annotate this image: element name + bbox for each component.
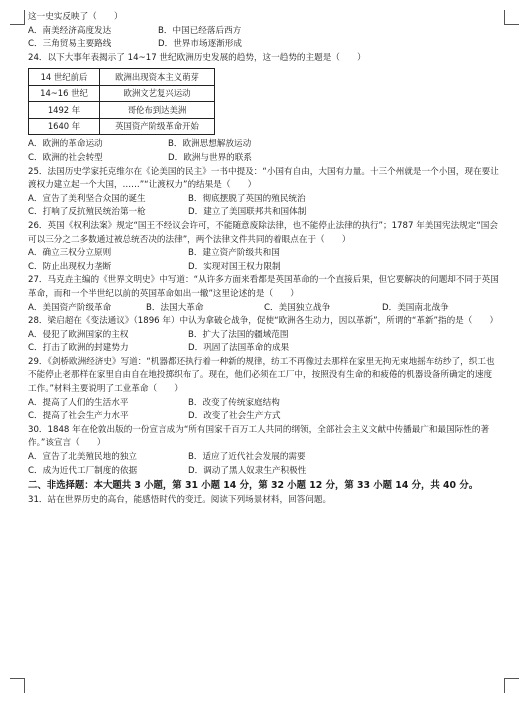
corner-mark-top-right <box>504 10 519 25</box>
q24-options-row1 <box>28 138 500 152</box>
q23-option-c: C．三角贸易主要路线 <box>28 39 112 50</box>
table-cell-year: 14 世纪前后 <box>29 69 100 86</box>
q29-options-row2 <box>28 410 500 424</box>
q30-option-a: A．宣告了北美殖民地的独立 <box>28 452 138 463</box>
q26-options-row2 <box>28 261 500 275</box>
q24-options-row2 <box>28 152 500 166</box>
table-cell-event: 欧洲文艺复兴运动 <box>100 85 215 102</box>
q26-option-d: D．实现对国王权力限制 <box>188 261 281 272</box>
q28-option-d: D．巩固了法国革命的成果 <box>188 343 290 354</box>
table-cell-event: 哥伦布到达美洲 <box>100 102 215 119</box>
q30-options-row1 <box>28 451 500 465</box>
q26-option-c: C．防止出现权力垄断 <box>28 261 112 272</box>
q28-option-c: C．打击了欧洲的封建势力 <box>28 343 129 354</box>
q29-stem: 29．《剑桥欧洲经济史》写道：“机器都还执行着一种新的规律，纺工不再像过去那样在家里无拘无束地摇车纺纱了，织工也不能停止老那样在家里自由自在地投掷织布了。现在，他们必须在工厂中，按照没有生命的和疲倦的机器设备所确定的速度工作。”材料主要说明了工业革命（ ） <box>28 356 495 395</box>
q23-options-row1 <box>28 25 500 39</box>
q29-option-c: C．提高了社会生产力水平 <box>28 411 129 422</box>
q30-stem: 30．1848 年在伦敦出版的一份宣言成为“所有国家千百万工人共同的纲领，全部社会主义文献中传播最广和最国际性的著作。”该宣言（ ） <box>28 424 490 449</box>
q24-option-a: A．欧洲的革命运动 <box>28 139 103 150</box>
q23-option-a: A．南美经济高度发达 <box>28 25 112 36</box>
section-heading-non-choice: 二、非选择题：本大题共 3 小题，第 31 小题 14 分，第 32 小题 12 分，第 33 小题 14 分，共 40 分。 <box>28 480 479 492</box>
q27-option-c: C．美国独立战争 <box>264 302 331 313</box>
q29-option-d: D．改变了社会生产方式 <box>188 411 281 422</box>
q27-option-a: A．美国资产阶级革命 <box>28 302 112 313</box>
q23-option-b: B．中国已经落后西方 <box>158 25 242 36</box>
q30-option-b: B．适应了近代社会发展的需要 <box>188 452 306 463</box>
corner-mark-bottom-right <box>504 678 519 693</box>
q28-options-row1 <box>28 329 500 343</box>
q23-stem-tail: 这一史实反映了（ ） <box>28 12 123 22</box>
q26-stem: 26．英国《权利法案》规定“国王不经议会许可，不能随意废除法律，也不能停止法律的执行”；1787 年美国宪法规定“国会可以三分之二多数通过被总统否决的法律”，两个法律文件共同的着眼点在于（ ） <box>28 220 498 245</box>
q28-option-b: B．扩大了法国的疆域范围 <box>188 329 289 340</box>
q29-options-row1 <box>28 397 500 411</box>
q25-options-row1 <box>28 193 500 207</box>
q29-option-b: B．改变了传统家庭结构 <box>188 397 280 408</box>
q24-stem: 24．以下大事年表揭示了 14~17 世纪欧洲历史发展的趋势，这一趋势的主题是（ ） <box>28 52 366 63</box>
q28-options-row2 <box>28 342 500 356</box>
table-row <box>29 69 215 86</box>
table-cell-event: 英国资产阶级革命开始 <box>100 118 215 135</box>
corner-mark-bottom-left <box>10 678 25 693</box>
q28-option-a: A．侵犯了欧洲国家的主权 <box>28 329 129 340</box>
q27-options-row <box>28 302 500 316</box>
q24-option-b: B．欧洲思想解放运动 <box>168 139 252 150</box>
q28-stem: 28．梁启超在《变法通议》（1896 年）中认为拿破仑战争，促使“欧洲各生动力，因以革新”，所谓的“革新”指的是（ ） <box>28 316 499 327</box>
q30-options-row2 <box>28 465 500 479</box>
table-cell-year: 14~16 世纪 <box>29 85 100 102</box>
table-cell-year: 1492 年 <box>29 102 100 119</box>
q24-option-d: D．欧洲与世界的联系 <box>168 152 252 163</box>
q29-option-a: A．提高了人们的生活水平 <box>28 397 129 408</box>
q26-options-row1 <box>28 247 500 261</box>
q31-stem: 31．站在世界历史的高台，能感悟时代的变迁。阅读下列场景材料，回答问题。 <box>28 495 332 506</box>
q27-option-d: D．美国南北战争 <box>382 302 449 313</box>
exam-page <box>28 11 500 508</box>
q23-options-row2 <box>28 38 500 52</box>
q26-option-b: B．建立资产阶级共和国 <box>188 248 280 259</box>
q30-option-d: D．调动了黑人奴隶生产积极性 <box>188 465 307 476</box>
table-row <box>29 102 215 119</box>
q25-stem: 25．法国历史学家托克维尔在《论美国的民主》一书中提及：“小国有自由，大国有力量。十三个州就是一个小国，现在要让渡权力建立起一个大国，……”“让渡权力”的结果是（ ） <box>28 166 499 191</box>
q25-options-row2 <box>28 206 500 220</box>
table-row <box>29 85 215 102</box>
q25-option-d: D．建立了美国联邦共和国体制 <box>188 207 307 218</box>
q30-option-c: C．成为近代工厂制度的依据 <box>28 465 138 476</box>
corner-mark-top-left <box>10 10 25 25</box>
table-cell-year: 1640 年 <box>29 118 100 135</box>
q23-option-d: D．世界市场逐渐形成 <box>158 39 242 50</box>
q25-option-b: B．彻底摆脱了英国的殖民统治 <box>188 193 306 204</box>
q25-option-c: C．打响了反抗殖民统治第一枪 <box>28 207 146 218</box>
q27-option-b: B．法国大革命 <box>146 302 204 313</box>
q24-timeline-table <box>28 68 215 135</box>
q25-option-a: A．宣告了美利坚合众国的诞生 <box>28 193 146 204</box>
q26-option-a: A．确立三权分立原则 <box>28 248 112 259</box>
q24-option-c: C．欧洲的社会转型 <box>28 152 103 163</box>
q27-stem: 27．马克垚主编的《世界文明史》中写道：“从许多方面来看都是英国革命的一个直接后果，但它要解决的问题却不同于英国革命，而和一个半世纪以前的英国革命如出一辙”这里论述的是（ ） <box>28 275 499 299</box>
table-cell-event: 欧洲出现资本主义萌芽 <box>100 69 215 86</box>
table-row <box>29 118 215 135</box>
